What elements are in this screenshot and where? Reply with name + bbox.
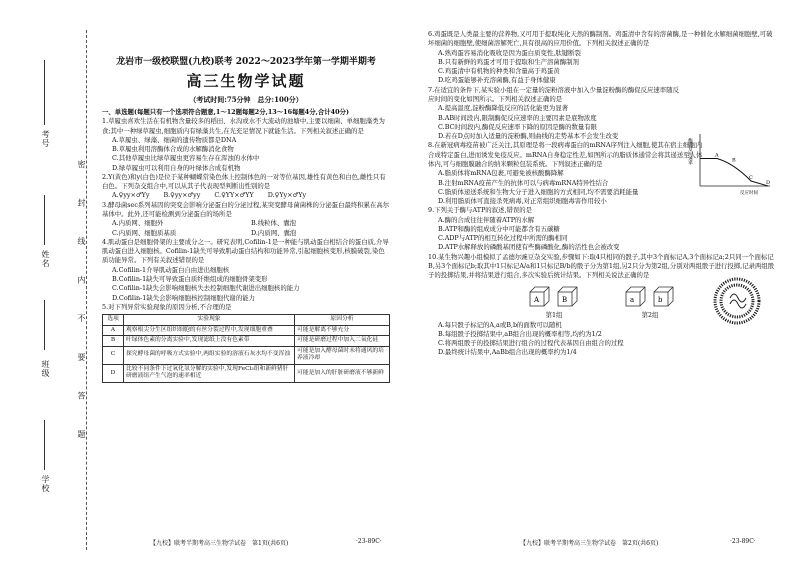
table-header: 原因分析 (295, 315, 390, 326)
svg-text:B: B (562, 296, 568, 305)
point-label-a: A (715, 152, 719, 159)
name-field[interactable] (44, 195, 45, 245)
q10-stem: 10.某生物兴趣小组模拟了孟德尔豌豆杂交实验,步骤如下:取4只相同的骰子,其中3个面标记A,3个面标记a;2只同一个面标记B,另3个面标记b;取其中1只标记A/a和1只标记B/b的骰子分为第1组,另2只分为第2组,分别对两组骰子进行投掷,记录两组骰子的投掷结果,并将结果进行组合,多次实验后统计结果。下列相关说法正确的是 (428, 252, 775, 280)
q9-option-c[interactable]: C.ADP与ATP的相互转化过程中所需的酶相同 (438, 234, 568, 243)
q1-option-a[interactable]: A.草履虫、绿藻、细菌的遗传物质都是DNA (112, 135, 237, 144)
svg-text:A: A (534, 296, 540, 305)
table-row[interactable] (103, 346, 390, 364)
q8-stem: 8.在新冠病毒疫苗被广泛关注,其原理是将一段病毒蛋白的mRNA序列注入细胞,使其在宿主细胞内合成特定蛋白,进而诱发免疫反应。mRNA自身稳定性差,如图所示的脂质体通常会将其递送至人体体内,可与细胞膜融合的纳米颗粒包装系统。下列叙述正确的是 (428, 141, 703, 168)
table-row[interactable] (103, 364, 390, 382)
table-cell: 比较不同条件下过氧化氢分解的实验中,发现FeCl₃组和新鲜猪肝研磨液组产生气泡的速率相近 (124, 364, 295, 382)
q10-option-b[interactable]: B.每组骰子投掷结果中,aB组合出现的概率相等,均约为1/2 (438, 329, 602, 338)
x-axis-label: 反应时间 (740, 191, 758, 196)
q8-option-d[interactable]: D.利用脂质体可直接杀死病毒,对正常组织细胞毒害作用较小 (438, 197, 607, 206)
q9-option-a[interactable]: A.酶的合成往往伴随着ATP的水解 (438, 215, 535, 224)
q3-option-a[interactable]: A.内质网、细胞外 (112, 219, 164, 228)
q2-option-a[interactable]: A.♀yy×♂Yy (112, 191, 150, 200)
q4-option-c[interactable]: C.Cofilin-1缺失会影响细胞核失去控制细胞代谢进出细胞核的能力 (112, 284, 300, 293)
point-label-b: B (732, 157, 736, 164)
q2-option-d[interactable]: D.♀Yy×♂Yy (267, 191, 307, 200)
cube-icon (526, 284, 582, 308)
q4-stem: 4.肌动蛋白是细胞骨架的主要成分之一。研究表明,Cofilin-1是一种能与肌动蛋白相结合的蛋白质,介导肌动蛋白进入细胞核。Cofilin-1缺失可导致肌动蛋白结构和功能异常,引起细胞核变形,核膜破裂,染色质功能异常。下列有关叙述错误的是 (102, 237, 389, 265)
q3-stem: 3.酵母菌sec系列基因的突变会影响分泌蛋白的分泌过程,某突变酵母菌菌株的分泌蛋白最终积累在高尔基体中。此外,还可能检测到分泌蛋白的场所是 (102, 200, 390, 219)
q10-option-d[interactable]: D.最终统计结果中,AaBb组合出现的概率约为1/4 (438, 348, 577, 357)
q2-stem: 2.Y(黄色)和y(白色)是位于某种蝴蝶常染色体上控制体色的一对等位基因,雄性有黄色和白色,雌性只有白色。下列杂交组合中,可以从其子代表现型判断出性别的是 (102, 172, 386, 191)
q1-option-d[interactable]: D.绿草履虫可以利用自身的叶绿体合成有机物 (112, 163, 241, 172)
q7-stem: 7.在适宜的条件下,某实验小组在一定量的淀粉溶液中加入少量淀粉酶的酶促反应速率随反应时间的变化如图所示。下列相关叙述正确的是 (428, 85, 679, 103)
footer-right: 【九校】联考半期考高三生物学试卷 第2页(共6页) (520, 540, 659, 547)
q9-option-b[interactable]: B.ATP和酶的组成成分中可能都含有五碳糖 (438, 224, 560, 233)
table-cell: A (103, 325, 124, 336)
q3-option-b[interactable]: B.线粒体、囊泡 (251, 219, 297, 228)
school-field[interactable] (44, 420, 45, 470)
q8-option-b[interactable]: B.注射mRNA疫苗产生的抗体可以与病毒mRNA特异性结合 (438, 178, 609, 187)
q1-option-c[interactable]: C.其他草履虫比绿草履虫更容易生存在浑浊的水体中 (112, 154, 260, 163)
q2-option-b[interactable]: B.♀yy×♂yy (163, 191, 201, 200)
q1-stem: 1.草履虫喜欢生活在有机物含量较多的稻田、水沟或水不大流动的池塘中,主要以细菌、单细胞藻类为食;其中一种绿草履虫,细胞质内有绿藻共生,在光充足情况下就能生活。下列相关叙述正确的是 (102, 117, 385, 135)
table-cell: 观察根尖分生区组织细胞的有丝分裂过程中,发现细胞重叠 (124, 325, 295, 336)
q8-option-c[interactable]: C.脂质体递送系统和生物大分子进入细胞的方式相同,均不需要消耗能量 (438, 187, 639, 196)
q6-option-b[interactable]: B.只有新鲜的鸡蛋才可用于提取和生产溶菌酶制剂 (438, 57, 579, 66)
svg-text:a: a (630, 296, 635, 305)
q2-option-c[interactable]: C.♀YY×♂YY (214, 191, 254, 200)
cube-icon (622, 284, 678, 308)
q6-option-a[interactable]: A.熟鸡蛋容易消化吸收是因为蛋白质变性,肽键断裂 (438, 48, 581, 57)
q7-option-b[interactable]: B.AB时间段内,限制酶促反应速率的主要因素是底物浓度 (438, 113, 597, 122)
class-field[interactable] (44, 300, 45, 350)
liposome-icon (712, 276, 762, 326)
q9-stem: 9.下列关于酶与ATP的叙述,错误的是 (428, 206, 533, 215)
group-2-label: 第2组 (641, 311, 659, 320)
q7-option-d[interactable]: D.若在D点时加入适量的淀粉酶,则曲线的走势基本不会发生改变 (438, 132, 619, 141)
table-cell: 可能是解离不够充分 (295, 325, 390, 336)
seal-warning: 密 封 线 内 不 要 答 题 (77, 160, 86, 452)
table-cell: B (103, 336, 124, 347)
svg-text:b: b (658, 296, 663, 305)
name-label: 姓名 (41, 250, 50, 268)
table-header: 实验现象 (124, 315, 295, 326)
q6-option-d[interactable]: D.吃鸡蛋能够补充溶菌酶,有益于身体健康 (438, 76, 556, 85)
q7-option-a[interactable]: A.提高温度,淀粉酶降低反应的活化能更为显著 (438, 104, 569, 113)
seal-line (86, 30, 87, 550)
q3-option-c[interactable]: C.内质网、细胞质基质 (112, 228, 177, 237)
q4-option-d[interactable]: D.Cofilin-1缺失会影响细胞核控制细胞代谢的能力 (112, 293, 255, 302)
footer-right-code: ·23-89C· (730, 538, 756, 545)
table-cell: 探究酵母菌的呼吸方式实验中,两组实验的溶液石灰水均不变浑浊 (124, 346, 295, 364)
binding-strip (0, 0, 100, 561)
q10-option-a[interactable]: A.每只骰子标记的A,a或B,b的面数可以随机 (438, 320, 562, 329)
q4-option-b[interactable]: B.Cofilin-1缺失可导致蛋白质纤维组成的细胞骨架变形 (112, 275, 268, 283)
exam-no-field[interactable] (44, 60, 45, 125)
class-label: 班级 (41, 360, 50, 378)
left-page (102, 28, 390, 383)
q7-option-c[interactable]: C.BC时间段内,酶促反应速率下降的原因是酶的数量有限 (438, 122, 598, 131)
table-cell: 叶绿体色素的分离实验中,发现滤纸上没有色素带 (124, 336, 295, 347)
point-label-d: D (766, 180, 771, 186)
dice-group-2 (622, 284, 678, 321)
footer-left: 【九校】联考半期考高三生物学试卷 第1页(共6页) (150, 540, 289, 547)
exam-info: （考试时间:75分钟 总分:100分） (189, 94, 303, 104)
point-label-c: C (749, 175, 753, 181)
table-cell: 可能是研磨过程中加入二氧化硅 (295, 336, 390, 347)
q3-option-d[interactable]: D.内质网、囊泡 (251, 228, 297, 237)
q1-option-b[interactable]: B.草履虫利用溶酶体合成的水解酶消化食物 (112, 145, 234, 154)
group-1-label: 第1组 (545, 311, 563, 320)
table-cell: D (103, 364, 124, 382)
table-cell: C (103, 346, 124, 364)
q6-stem: 6.鸡蛋既是人类最主要的营养物,又可用于提取纯化天然的酶制剂。鸡蛋清中含有的溶菌酶,是一种催化水解细菌细胞壁,可破坏细菌的细胞壁,使细菌溶解死亡,具有很高的应用价值。下列相关叙述正确的是 (428, 30, 773, 48)
dice-group-1 (526, 284, 582, 321)
table-cell: 可能是加入的肝脏研磨液不够新鲜 (295, 364, 390, 382)
q10-option-c[interactable]: C.将两组骰子的投掷结果进行组合的过程代表基因自由组合的过程 (438, 339, 624, 348)
y-axis-label: 酶促反应速率 (688, 138, 693, 165)
q8-option-a[interactable]: A.脂质体将mRNA包裹,可避免被核酸酶降解 (438, 169, 564, 178)
footer-left-code: ·23-89C· (356, 538, 382, 545)
exam-title: 龙岩市一级校联盟(九校)联考 2022～2023学年第一学期半期考 (116, 57, 376, 67)
table-row[interactable] (103, 336, 390, 347)
q7-chart (688, 128, 774, 198)
table-cell: 可能是加入酵母菌时未将通风的培养液冷却 (295, 346, 390, 364)
table-row[interactable] (103, 325, 390, 336)
section-heading: 一、单选题(每题只有一个选项符合题意,1～12题每题2分,13～16每题4分,合计40分) (102, 107, 349, 116)
table-header: 选项 (103, 315, 124, 326)
exam-no-label: 考号 (41, 130, 50, 148)
q9-option-d[interactable]: D.ATP水解释放的磷酸基团使有些酶磷酸化,酶的活性也会被改变 (438, 243, 620, 252)
school-label: 学校 (41, 475, 50, 493)
subject-title: 高三生物学试题 (186, 72, 306, 91)
q4-option-a[interactable]: A.Cofilin-1介导肌动蛋白自由进出细胞核 (112, 265, 230, 274)
q6-option-c[interactable]: C.鸡蛋清中有机物的种类和含量高于鸡蛋黄 (438, 67, 560, 76)
q5-table (102, 314, 390, 383)
q5-stem: 5.对下列异常实验现象的原因分析,不合理的是 (102, 302, 232, 311)
